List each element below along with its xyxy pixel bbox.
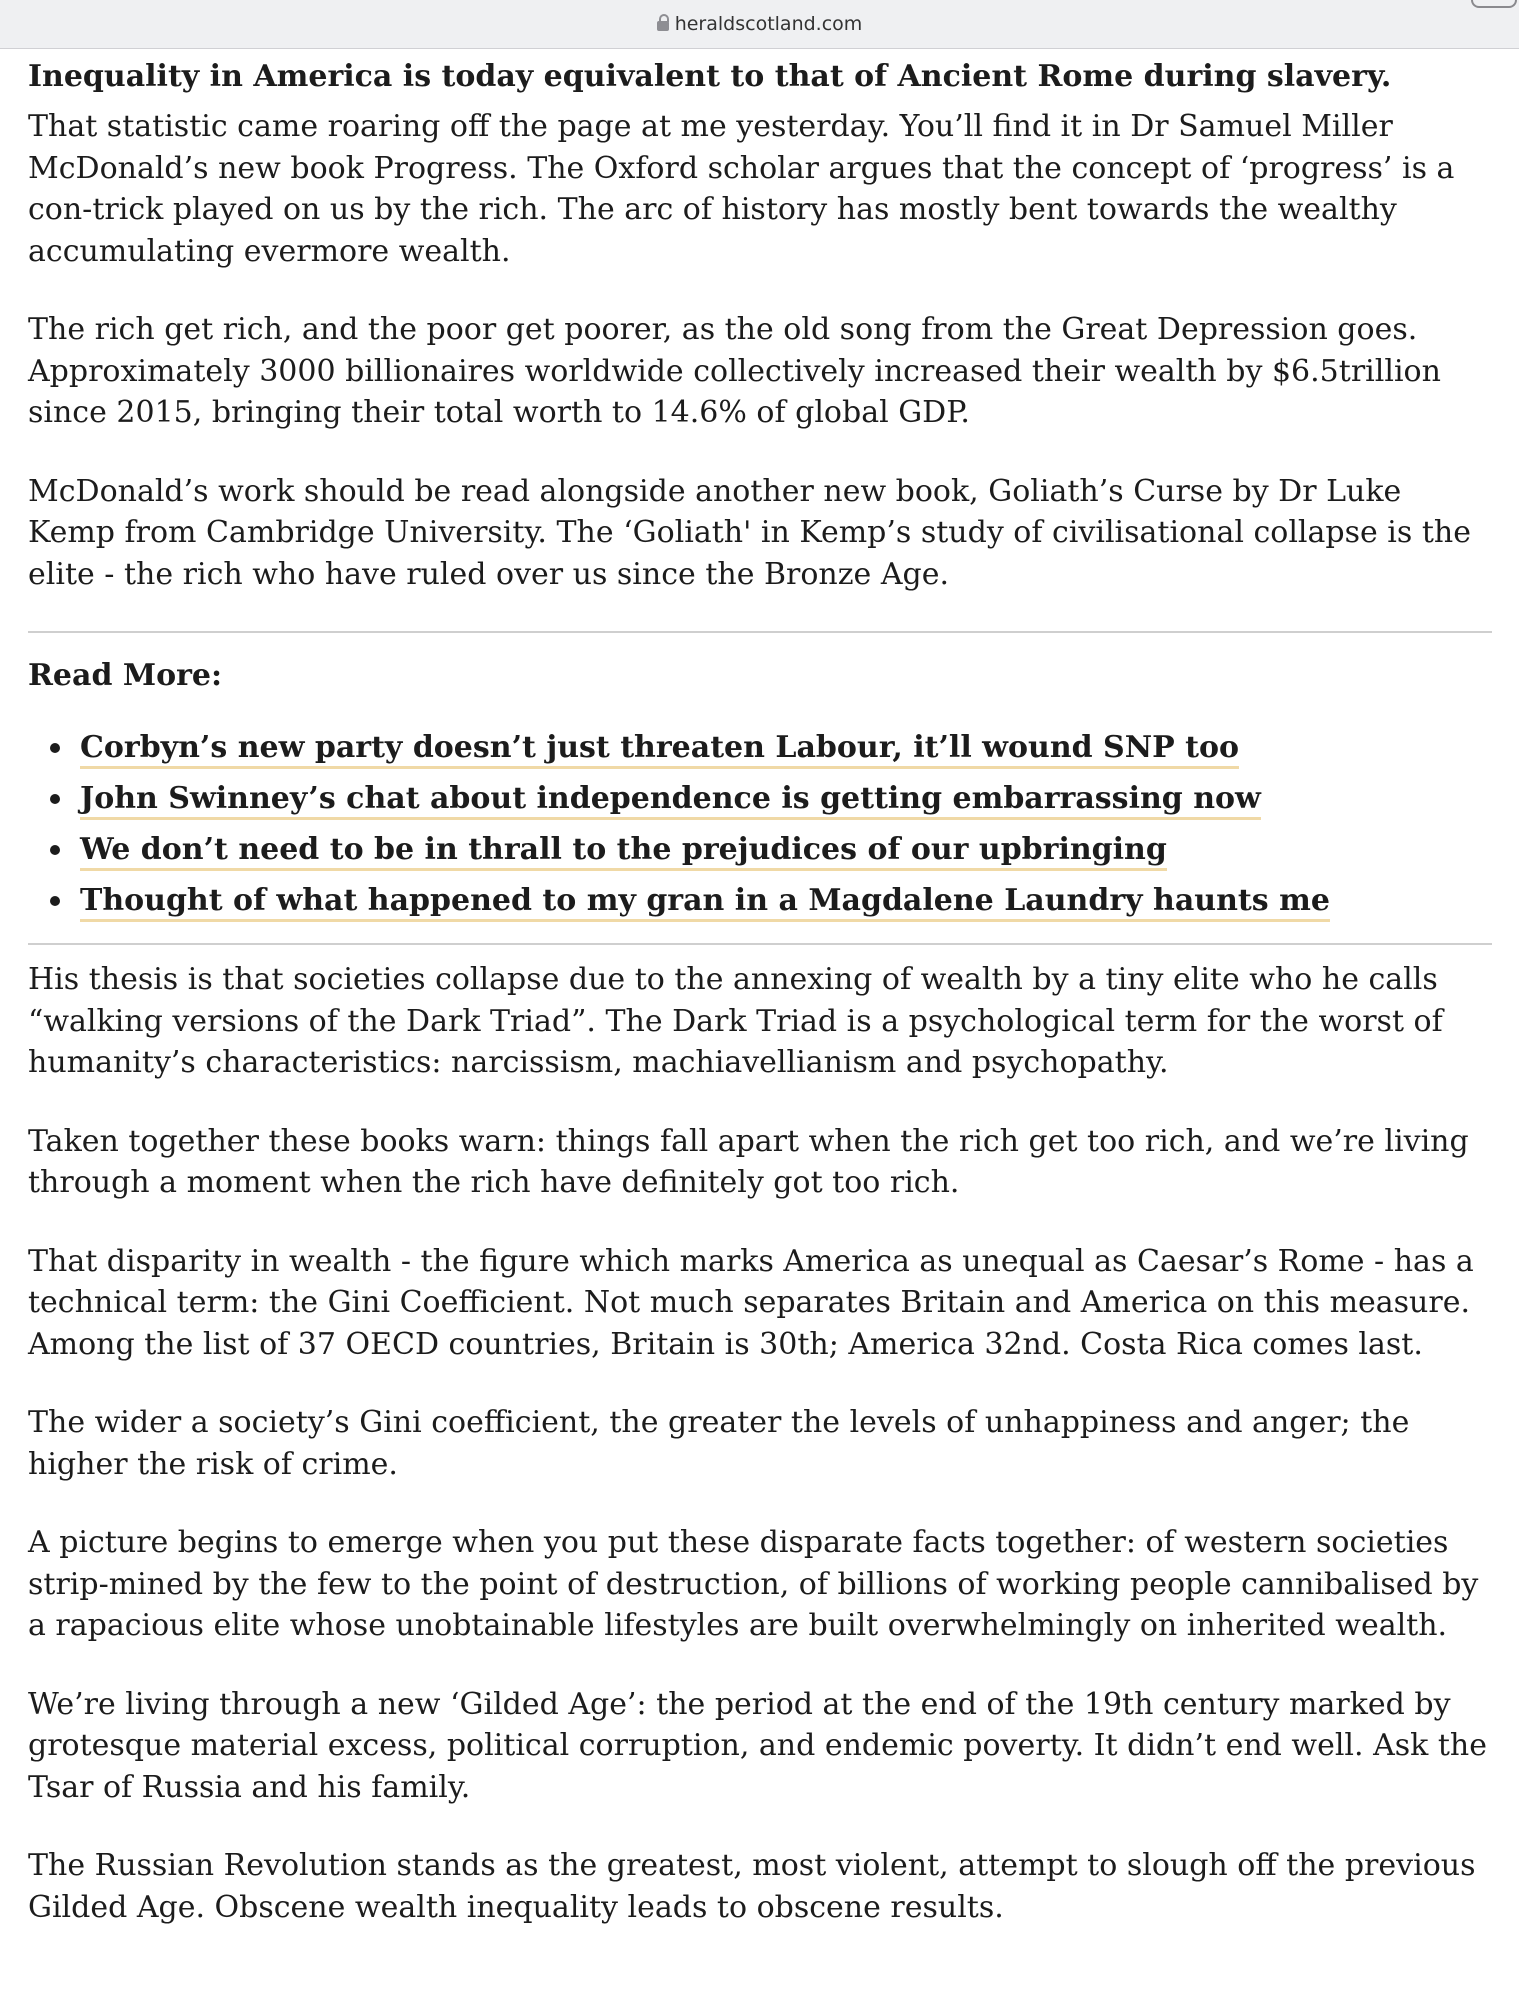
url-text: heraldscotland.com: [674, 13, 863, 35]
list-item: [28, 878, 1492, 929]
read-more-list: [28, 725, 1492, 929]
read-more-link[interactable]: We don’t need to be in thrall to the prejudices of our upbringing: [80, 832, 1167, 871]
address-bar[interactable]: [0, 0, 1519, 49]
read-more-section: [28, 655, 1492, 929]
paragraph: A picture begins to emerge when you put these disparate facts together: of western societies strip-mined by the few to the point of destruction, of billions of working people cannibalised by a rapacious elite whose unobtainable lifestyles are built overwhelmingly on inherited wealth.: [28, 1525, 1479, 1643]
read-more-link[interactable]: Thought of what happened to my gran in a Magdalene Laundry haunts me: [80, 883, 1330, 922]
read-more-link[interactable]: Corbyn’s new party doesn’t just threaten Labour, it’ll wound SNP too: [80, 730, 1239, 769]
article-lead: Inequality in America is today equivalent to that of Ancient Rome during slavery.: [28, 59, 1392, 94]
list-item: [28, 725, 1492, 776]
paragraph: The rich get rich, and the poor get poorer, as the old song from the Great Depression goes. Approximately 3000 billionaires worldwide collectively increased their wealth by $6.5trillion since 2015, bringing their total worth to 14.6% of global GDP.: [28, 312, 1441, 430]
paragraph: That disparity in wealth - the figure which marks America as unequal as Caesar’s Rome - has a technical term: the Gini Coefficient. Not much separates Britain and America on this measure. Among the list of 37 OECD countries, Britain is 30th; America 32nd. Costa Rica comes last.: [28, 1243, 1474, 1362]
list-item: [28, 776, 1492, 827]
url-display[interactable]: [0, 10, 1519, 38]
paragraph: His thesis is that societies collapse due to the annexing of wealth by a tiny elite who he calls “walking versions of the Dark Triad”. The Dark Triad is a psychological term for the worst of humanity’s characteristics: narcissism, machiavellianism and psychopathy.: [28, 962, 1443, 1080]
paragraph: We’re living through a new ‘Gilded Age’: the period at the end of the 19th century marked by grotesque material excess, political corruption, and endemic poverty. It didn’t end well. Ask the Tsar of Russia and his family.: [28, 1686, 1487, 1805]
paragraph: McDonald’s work should be read alongside another new book, Goliath’s Curse by Dr Luke Kemp from Cambridge University. The ‘Goliath' in Kemp’s study of civilisational collapse is the elite - the rich who have ruled over us since the Bronze Age.: [28, 473, 1471, 592]
section-divider: [28, 943, 1492, 945]
paragraph: The wider a society’s Gini coefficient, the greater the levels of unhappiness and anger; the higher the risk of crime.: [28, 1405, 1410, 1482]
bullet-icon: [50, 794, 60, 804]
bullet-icon: [50, 896, 60, 906]
article-continuation: [28, 959, 1492, 1928]
paragraph: That statistic came roaring off the page at me yesterday. You’ll find it in Dr Samuel Miller McDonald’s new book Progress. The Oxford scholar argues that the concept of ‘progress’ is a con-trick played on us by the rich. The arc of history has mostly bent towards the wealthy accumulating evermore wealth.: [28, 109, 1455, 269]
paragraph: The Russian Revolution stands as the greatest, most violent, attempt to slough off the previous Gilded Age. Obscene wealth inequality leads to obscene results.: [28, 1848, 1476, 1925]
article-body: [28, 56, 1492, 1965]
read-more-link[interactable]: John Swinney’s chat about independence is getting embarrassing now: [80, 781, 1261, 820]
lock-icon: [657, 21, 669, 31]
list-item: [28, 827, 1492, 878]
read-more-title: Read More:: [28, 658, 223, 693]
bullet-icon: [50, 845, 60, 855]
paragraph: Taken together these books warn: things fall apart when the rich get too rich, and we’re living through a moment when the rich have definitely got too rich.: [28, 1123, 1469, 1200]
tabs-button[interactable]: [1471, 0, 1517, 8]
bullet-icon: [50, 743, 60, 753]
section-divider: [28, 631, 1492, 633]
